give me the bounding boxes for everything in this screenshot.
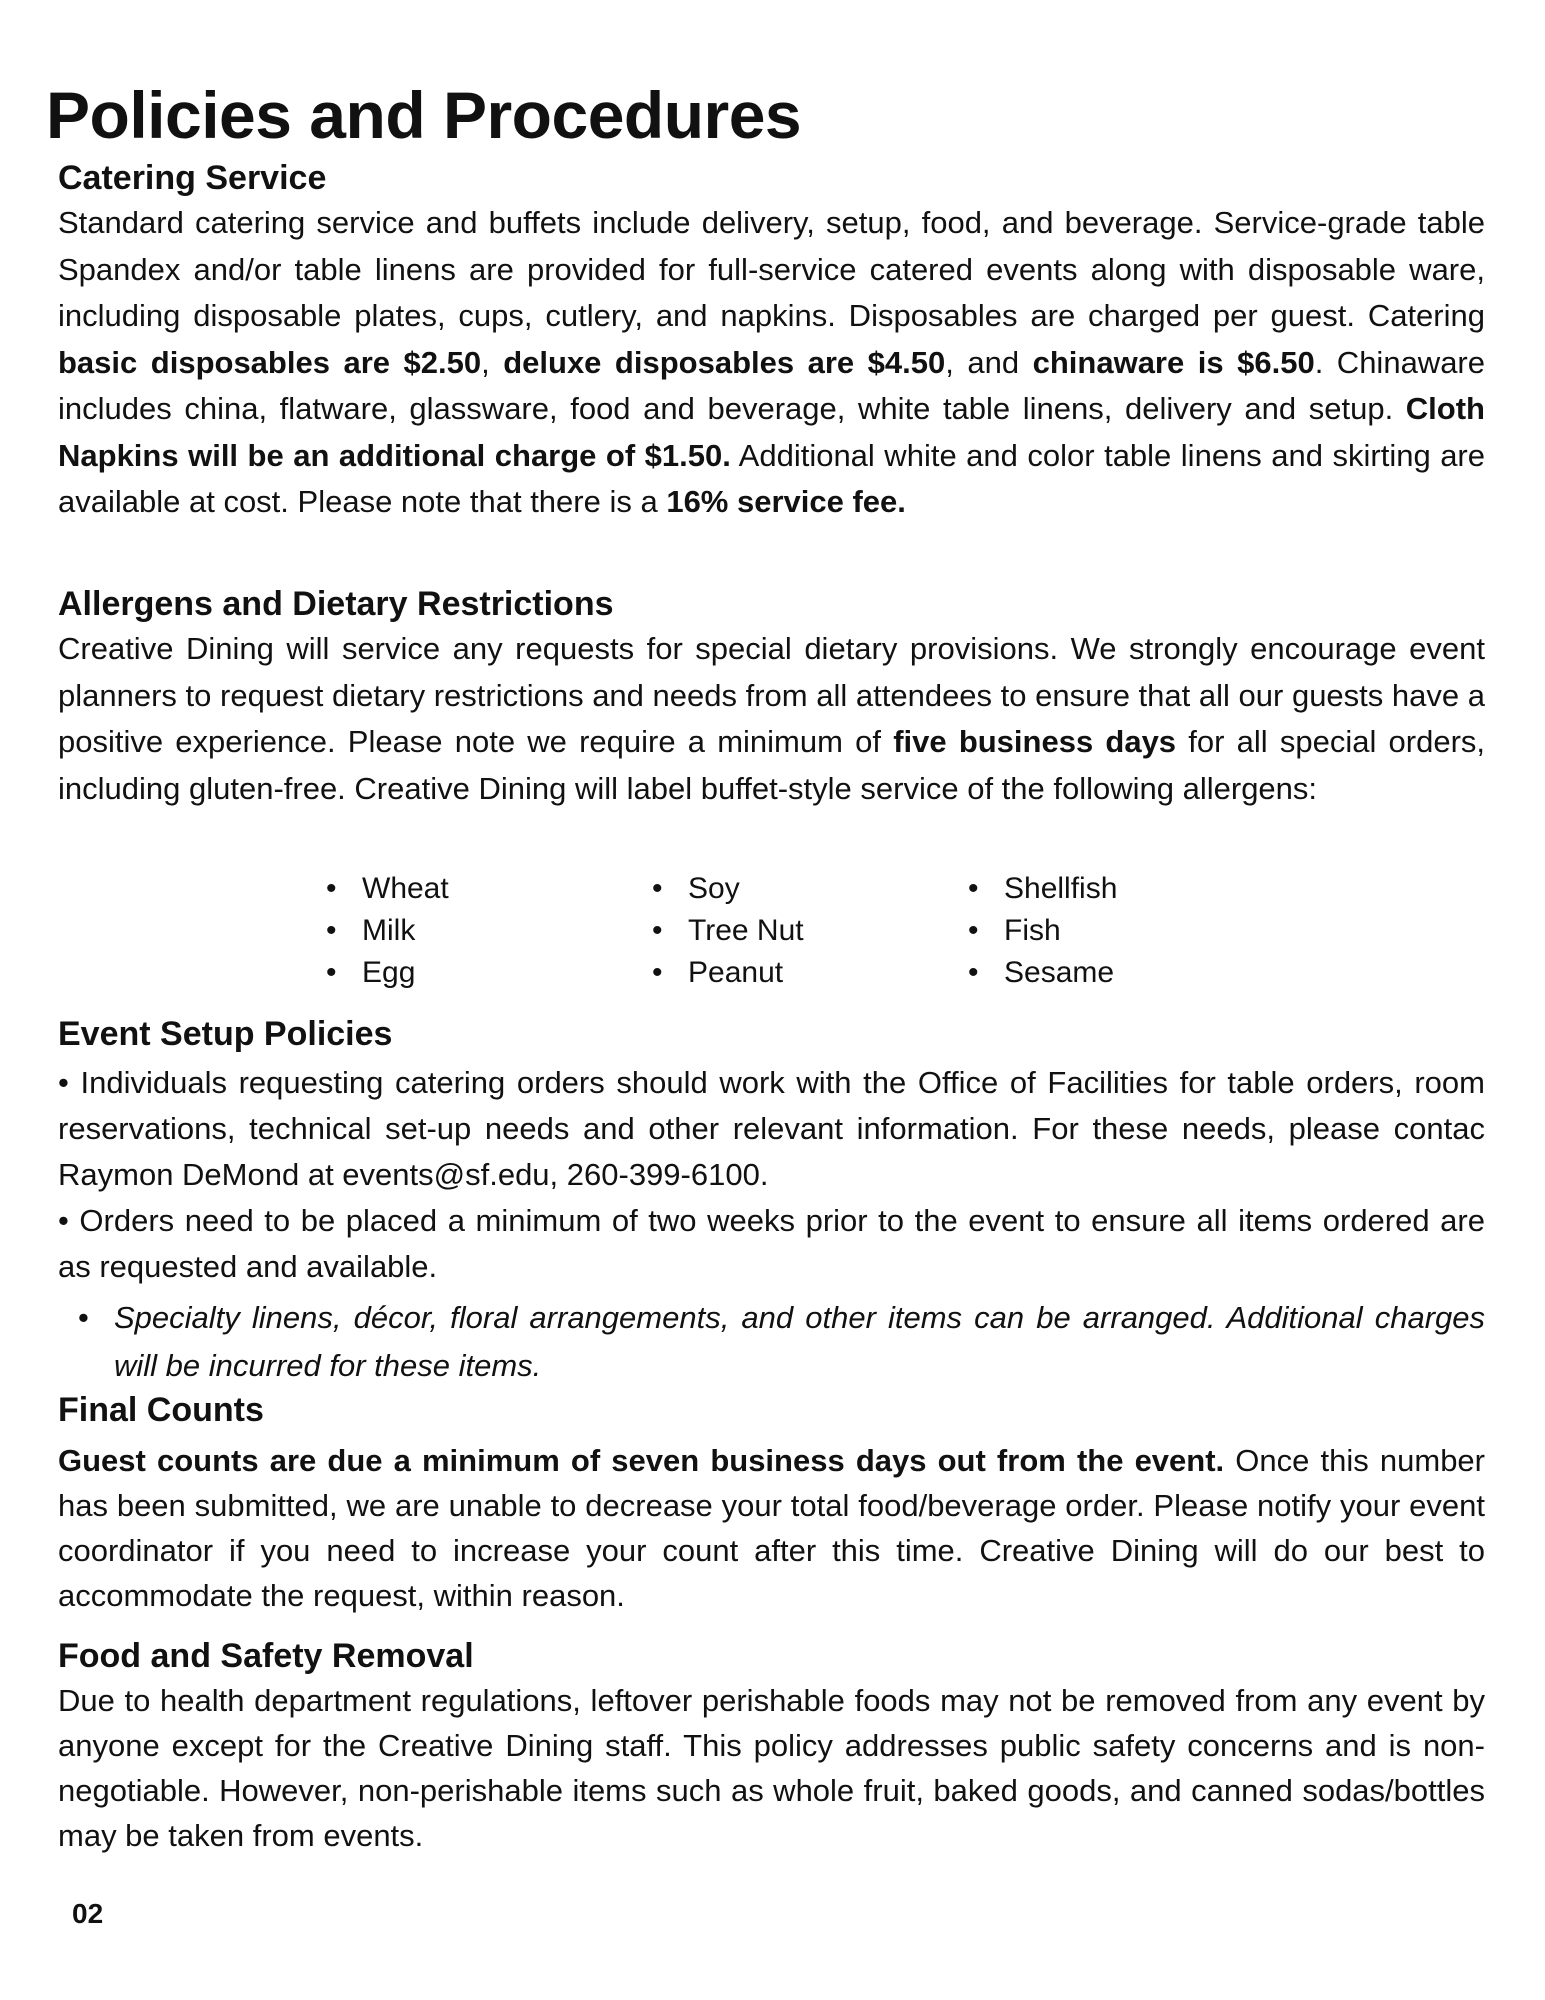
final-counts-section bbox=[58, 1388, 1485, 1618]
allergen-item: • Tree Nut bbox=[652, 910, 804, 952]
allergens-text-1: Creative Dining will service any requests for special dietary provisions. We strongly encourage event planners to request dietary restrictions and needs from all attendees to ensure that all our guests have a positive experience. Please note we require a minimum of bbox=[58, 631, 1485, 759]
setup-sub-item-specialty bbox=[58, 1294, 1485, 1390]
allergen-column-2 bbox=[652, 868, 804, 994]
guest-counts-deadline: Guest counts are due a minimum of seven business days out from the event. bbox=[58, 1443, 1225, 1478]
allergens-heading: Allergens and Dietary Restrictions bbox=[58, 585, 614, 623]
allergens-section bbox=[58, 582, 1486, 989]
catering-text-2: . Chinaware includes china, flatware, glassware, food and beverage, white table linens, delivery and setup. bbox=[58, 344, 1485, 426]
food-safety-removal-paragraph: Due to health department regulations, leftover perishable foods may not be removed from any event by anyone except for the Creative Dining staff. This policy addresses public safety concerns and is non-negotiable. However, non-perishable items such as whole fruit, baked goods, and canned sodas/bottles may be taken from events. bbox=[58, 1683, 1485, 1853]
final-counts-text: Once this number has been submitted, we are unable to decrease your total food/beverage order. Please notify your event coordinator if you need to increase your count after this time. Creative Dining will do our best to accommodate the request, within reason. bbox=[58, 1443, 1485, 1613]
catering-service-paragraph bbox=[58, 200, 1485, 526]
allergen-item: • Wheat bbox=[326, 868, 449, 910]
basic-disposables-price: basic disposables are $2.50 bbox=[58, 344, 482, 380]
catering-service-heading: Catering Service bbox=[58, 159, 327, 197]
cloth-napkins-charge: Cloth Napkins will be an additional charge of $1.50. bbox=[58, 391, 1485, 473]
bullet-icon: • bbox=[78, 1300, 89, 1335]
five-business-days: five business days bbox=[893, 724, 1177, 759]
page-title: Policies and Procedures bbox=[46, 78, 802, 152]
setup-item-facilities: • Individuals requesting catering orders should work with the Office of Facilities for table orders, room reservations, technical set-up needs and other relevant information. For these needs, please contac Raymon DeMond at events@sf.edu, 260-399-6100. bbox=[58, 1065, 1485, 1192]
page-number: 02 bbox=[72, 1898, 104, 1929]
allergens-paragraph bbox=[58, 626, 1485, 812]
catering-service-section bbox=[58, 156, 1485, 526]
allergens-text-2: for all special orders, including gluten-free. Creative Dining will label buffet-style service of the following allergens: bbox=[58, 724, 1486, 806]
allergen-column-1 bbox=[326, 868, 449, 994]
allergen-item: • Fish bbox=[968, 910, 1117, 952]
food-safety-removal-heading: Food and Safety Removal bbox=[58, 1637, 474, 1675]
catering-text-3: Additional white and color table linens and skirting are available at cost. Please note that there is a bbox=[58, 437, 1485, 519]
final-counts-heading: Final Counts bbox=[58, 1391, 264, 1429]
allergen-item: • Soy bbox=[652, 868, 804, 910]
specialty-items-text: Specialty linens, décor, floral arrangements, and other items can be arranged. Additional charges will be incurred for these items. bbox=[114, 1300, 1485, 1383]
chinaware-price: chinaware is $6.50 bbox=[1032, 344, 1315, 380]
event-setup-section bbox=[58, 1012, 1485, 1390]
allergen-column-3 bbox=[968, 868, 1117, 994]
event-setup-heading: Event Setup Policies bbox=[58, 1015, 393, 1053]
allergen-item: • Sesame bbox=[968, 952, 1117, 994]
catering-text-1: Standard catering service and buffets include delivery, setup, food, and beverage. Service-grade table Spandex and/or table linens are provided for full-service catered events along with disposable ware, including disposable plates, cups, cutlery, and napkins. Disposables are charged per guest. Catering bbox=[58, 205, 1485, 333]
allergen-item: • Milk bbox=[326, 910, 449, 952]
allergen-item: • Shellfish bbox=[968, 868, 1117, 910]
allergen-item: • Peanut bbox=[652, 952, 804, 994]
food-safety-removal-section bbox=[58, 1634, 1485, 1858]
allergen-item: • Egg bbox=[326, 952, 449, 994]
setup-item-orders: • Orders need to be placed a minimum of two weeks prior to the event to ensure all items ordered are as requested and available. bbox=[58, 1203, 1485, 1284]
catering-separator-1: , bbox=[481, 344, 504, 380]
service-fee: 16% service fee. bbox=[666, 484, 906, 519]
catering-separator-2: , and bbox=[945, 344, 1033, 380]
deluxe-disposables-price: deluxe disposables are $4.50 bbox=[503, 344, 946, 380]
final-counts-paragraph bbox=[58, 1438, 1485, 1618]
allergen-list bbox=[326, 868, 1226, 998]
